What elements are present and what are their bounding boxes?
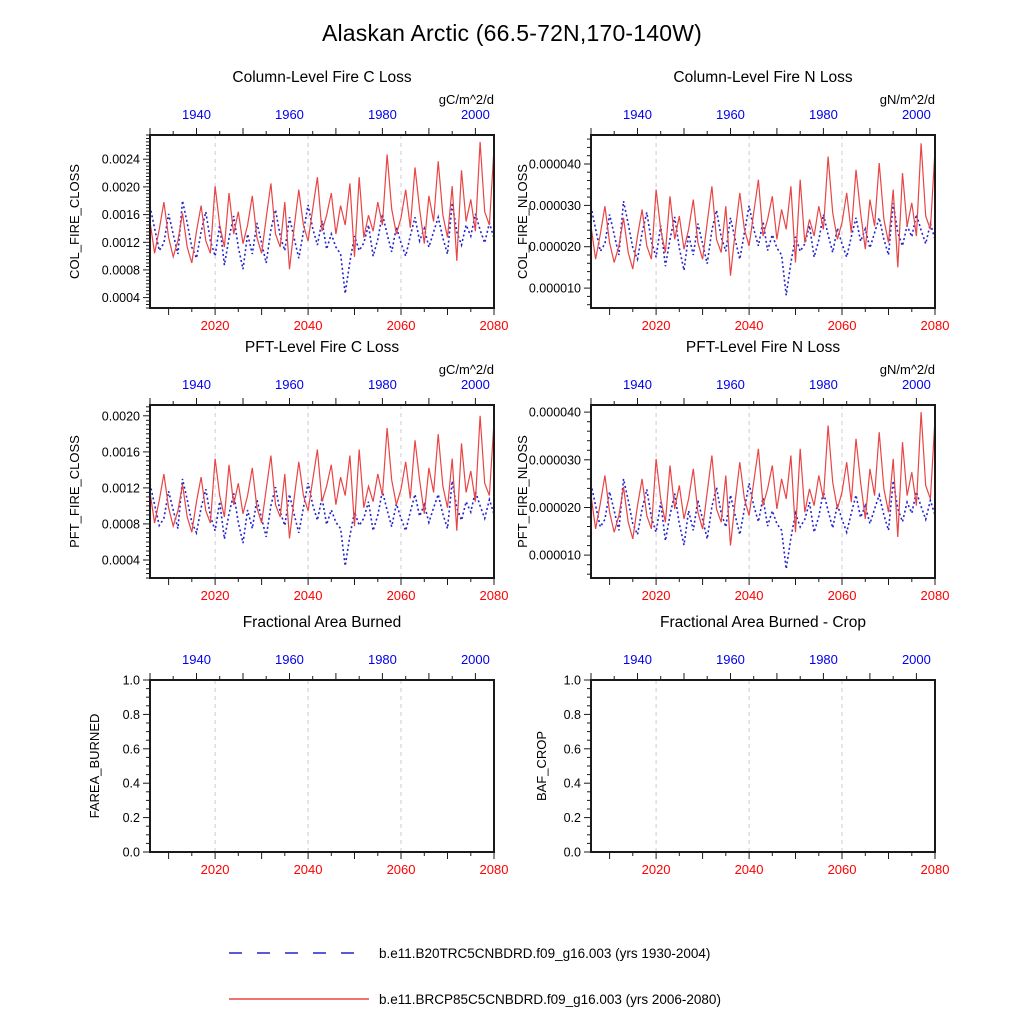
- x-tick-label-bottom: 2080: [479, 588, 509, 603]
- x-tick-label-bottom: 2040: [293, 862, 323, 877]
- series-dotted-line: [591, 479, 935, 569]
- y-tick-label: 0.2: [122, 811, 140, 826]
- y-tick-label: 0.000020: [528, 500, 581, 515]
- y-tick-label: 0.0024: [101, 152, 140, 167]
- legend: [228, 930, 721, 1022]
- x-tick-label-bottom: 2020: [641, 588, 671, 603]
- y-tick-label: 0.000030: [528, 453, 581, 468]
- y-tick-label: 0.0012: [101, 481, 140, 496]
- x-tick-label-top: 1940: [623, 107, 652, 122]
- x-tick-label-bottom: 2060: [827, 862, 857, 877]
- x-tick-label-top: 1980: [367, 652, 397, 667]
- units-label: gC/m^2/d: [438, 92, 494, 107]
- series-dotted-line: [150, 479, 494, 566]
- y-tick-label: 0.0016: [101, 445, 140, 460]
- x-tick-label-top: 1980: [808, 377, 838, 392]
- x-tick-label-bottom: 2020: [641, 318, 671, 333]
- y-tick-label: 0.0020: [101, 180, 140, 195]
- plot-frame: [591, 680, 935, 852]
- panel-title: Fractional Area Burned - Crop: [660, 614, 866, 631]
- x-tick-label-top: 2000: [460, 377, 490, 392]
- series-solid-line: [150, 416, 494, 539]
- units-label: gC/m^2/d: [438, 362, 494, 377]
- plot-frame: [591, 405, 935, 578]
- panel-title: PFT-Level Fire N Loss: [685, 339, 841, 356]
- series-solid-line: [150, 142, 494, 269]
- panel-title: PFT-Level Fire C Loss: [244, 339, 400, 356]
- units-label: gN/m^2/d: [879, 92, 935, 107]
- y-tick-label: 0.000030: [528, 198, 581, 213]
- panel-title: Column-Level Fire C Loss: [232, 69, 412, 86]
- legend-item-0: [228, 930, 721, 976]
- series-solid-line: [591, 143, 935, 275]
- y-tick-label: 0.6: [122, 742, 140, 757]
- y-tick-label: 0.4: [122, 776, 140, 791]
- x-tick-label-top: 2000: [460, 107, 490, 122]
- legend-item-1: [228, 976, 721, 1022]
- series-solid-line: [591, 412, 935, 545]
- x-tick-label-bottom: 2040: [293, 588, 323, 603]
- y-tick-label: 0.000010: [528, 548, 581, 563]
- panel-title: Column-Level Fire N Loss: [673, 69, 853, 86]
- x-tick-label-bottom: 2020: [200, 862, 230, 877]
- x-tick-label-top: 1960: [715, 107, 745, 122]
- x-tick-label-top: 2000: [901, 107, 931, 122]
- panel-col-fire-nloss: [515, 69, 949, 333]
- x-tick-label-bottom: 2080: [920, 588, 950, 603]
- y-tick-label: 0.0008: [101, 263, 140, 278]
- y-tick-label: 0.4: [563, 776, 581, 791]
- x-tick-label-top: 1980: [367, 377, 397, 392]
- y-tick-label: 0.0: [122, 845, 140, 860]
- x-tick-label-top: 1940: [623, 652, 652, 667]
- x-tick-label-bottom: 2060: [827, 318, 857, 333]
- x-tick-label-bottom: 2080: [920, 862, 950, 877]
- x-tick-label-bottom: 2040: [734, 588, 764, 603]
- figure-title: Alaskan Arctic (66.5-72N,170-140W): [321, 20, 703, 46]
- x-tick-label-bottom: 2080: [920, 318, 950, 333]
- x-tick-label-top: 1960: [274, 377, 304, 392]
- y-tick-label: 0.0012: [101, 235, 140, 250]
- x-tick-label-top: 1980: [808, 652, 838, 667]
- y-axis-label: COL_FIRE_CLOSS: [67, 164, 82, 279]
- panel-pft-fire-nloss: [515, 339, 949, 603]
- y-tick-label: 0.000010: [528, 281, 581, 296]
- legend-label: b.e11.BRCP85C5CNBDRD.f09_g16.003 (yrs 2006-2080): [379, 991, 721, 1007]
- y-axis-label: PFT_FIRE_CLOSS: [67, 435, 82, 548]
- y-tick-label: 0.000040: [528, 157, 581, 172]
- y-tick-label: 0.0: [563, 845, 581, 860]
- panel-farea-burned: [87, 614, 508, 877]
- panel-col-fire-closs: [67, 69, 508, 333]
- x-tick-label-bottom: 2080: [479, 318, 509, 333]
- x-tick-label-top: 1980: [367, 107, 397, 122]
- y-axis-label: PFT_FIRE_NLOSS: [515, 435, 530, 548]
- x-tick-label-top: 1960: [715, 652, 745, 667]
- y-tick-label: 0.8: [563, 707, 581, 722]
- dashed-line-icon: [228, 944, 370, 962]
- x-tick-label-top: 1960: [274, 107, 304, 122]
- x-tick-label-bottom: 2060: [827, 588, 857, 603]
- plot-frame: [591, 135, 935, 308]
- x-tick-label-bottom: 2060: [386, 862, 416, 877]
- x-tick-label-top: 1960: [715, 377, 745, 392]
- y-tick-label: 1.0: [122, 673, 140, 688]
- legend-label: b.e11.B20TRC5CNBDRD.f09_g16.003 (yrs 1930-2004): [379, 945, 711, 961]
- solid-line-icon: [228, 990, 370, 1008]
- x-tick-label-bottom: 2020: [200, 588, 230, 603]
- y-axis-label: BAF_CROP: [534, 730, 549, 802]
- x-tick-label-bottom: 2020: [641, 862, 671, 877]
- y-tick-label: 0.0004: [101, 291, 140, 306]
- x-tick-label-bottom: 2040: [734, 862, 764, 877]
- x-tick-label-bottom: 2020: [200, 318, 230, 333]
- x-tick-label-top: 1960: [274, 652, 304, 667]
- panel-pft-fire-closs: [67, 339, 508, 603]
- y-axis-label: COL_FIRE_NLOSS: [515, 164, 530, 279]
- x-tick-label-top: 1940: [182, 107, 211, 122]
- x-tick-label-top: 2000: [460, 652, 490, 667]
- y-tick-label: 0.000040: [528, 405, 581, 420]
- x-tick-label-bottom: 2080: [479, 862, 509, 877]
- x-tick-label-top: 1940: [182, 652, 211, 667]
- plot-frame: [150, 680, 494, 852]
- panel-baf-crop: [534, 614, 949, 877]
- y-axis-label: FAREA_BURNED: [87, 713, 102, 819]
- units-label: gN/m^2/d: [879, 362, 935, 377]
- x-tick-label-bottom: 2040: [734, 318, 764, 333]
- y-tick-label: 0.8: [122, 707, 140, 722]
- x-tick-label-bottom: 2040: [293, 318, 323, 333]
- x-tick-label-top: 1980: [808, 107, 838, 122]
- y-tick-label: 0.0008: [101, 517, 140, 532]
- y-tick-label: 0.000020: [528, 240, 581, 255]
- y-tick-label: 0.6: [563, 742, 581, 757]
- y-tick-label: 0.2: [563, 811, 581, 826]
- x-tick-label-top: 1940: [182, 377, 211, 392]
- x-tick-label-top: 2000: [901, 377, 931, 392]
- y-tick-label: 0.0016: [101, 208, 140, 223]
- x-tick-label-bottom: 2060: [386, 318, 416, 333]
- x-tick-label-top: 2000: [901, 652, 931, 667]
- y-tick-label: 0.0004: [101, 553, 140, 568]
- y-tick-label: 1.0: [563, 673, 581, 688]
- x-tick-label-top: 1940: [623, 377, 652, 392]
- plot-frame: [150, 405, 494, 578]
- y-tick-label: 0.0020: [101, 409, 140, 424]
- panel-title: Fractional Area Burned: [242, 614, 402, 631]
- x-tick-label-bottom: 2060: [386, 588, 416, 603]
